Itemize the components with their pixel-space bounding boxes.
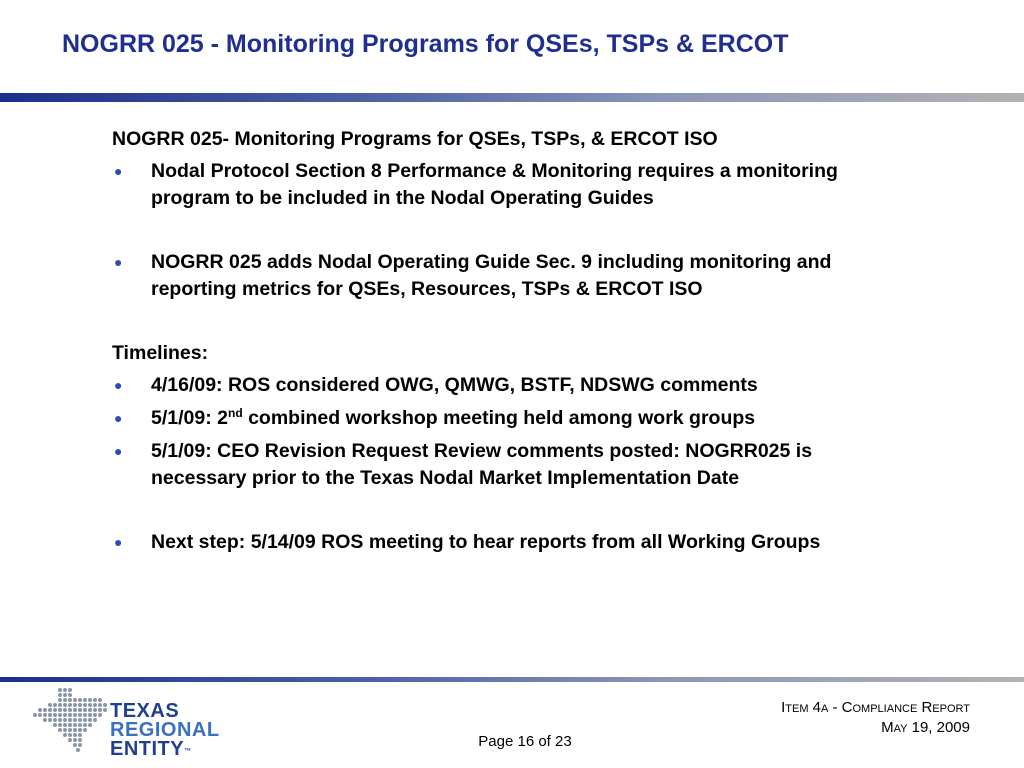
logo-line-regional: REGIONAL bbox=[110, 719, 220, 741]
slide-content bbox=[112, 126, 912, 562]
bullet-dot-icon: ● bbox=[114, 377, 123, 393]
logo-line-entity: ENTITY bbox=[110, 738, 185, 760]
bullet-text: Nodal Protocol Section 8 Performance & Monitoring requires a monitoring program to be included in the Nodal Operating Guides bbox=[151, 160, 838, 209]
report-date: May 19, 2009 bbox=[881, 719, 970, 736]
list-item bbox=[112, 249, 912, 303]
bullet-text: 5/1/09: CEO Revision Request Review comments posted: NOGRR025 is necessary prior to the Texas Nodal Market Implementation Date bbox=[151, 440, 813, 489]
bullet-text: 4/16/09: ROS considered OWG, QMWG, BSTF, NDSWG comments bbox=[151, 374, 758, 396]
logo-wordmark bbox=[110, 702, 220, 761]
list-item bbox=[112, 405, 912, 432]
title-divider bbox=[0, 93, 1024, 102]
bullet-dot-icon: ● bbox=[114, 534, 123, 550]
list-item bbox=[112, 158, 912, 212]
bullet-text bbox=[151, 407, 755, 429]
timeline-prefix: 5/1/09: 2 bbox=[151, 407, 228, 429]
content-heading: NOGRR 025- Monitoring Programs for QSEs, TSPs, & ERCOT ISO bbox=[112, 128, 718, 150]
ordinal-suffix: nd bbox=[227, 406, 243, 420]
bullet-dot-icon: ● bbox=[114, 443, 123, 459]
bullet-dot-icon: ● bbox=[114, 254, 123, 270]
bullet-dot-icon: ● bbox=[114, 163, 123, 179]
footer-divider bbox=[0, 677, 1024, 682]
slide-title: NOGRR 025 - Monitoring Programs for QSEs, TSPs & ERCOT bbox=[62, 30, 789, 58]
bullet-text: NOGRR 025 adds Nodal Operating Guide Sec. 9 including monitoring and reporting metrics for QSEs, Resources, TSPs & ERCOT ISO bbox=[151, 251, 832, 300]
report-title: Item 4a - Compliance Report bbox=[781, 699, 970, 716]
logo-line-texas: TEXAS bbox=[110, 700, 180, 722]
bullet-dot-icon: ● bbox=[114, 410, 123, 426]
list-item bbox=[112, 529, 912, 556]
page-number: Page 16 of 23 bbox=[478, 733, 572, 750]
list-item bbox=[112, 372, 912, 399]
logo-line-entity-wrap bbox=[110, 740, 220, 761]
trademark-mark: ™ bbox=[184, 748, 192, 755]
bullet-text: Next step: 5/14/09 ROS meeting to hear reports from all Working Groups bbox=[151, 531, 821, 553]
report-info bbox=[781, 698, 970, 738]
timelines-heading: Timelines: bbox=[112, 342, 209, 364]
list-item bbox=[112, 438, 912, 492]
timeline-suffix: combined workshop meeting held among work groups bbox=[242, 407, 756, 429]
